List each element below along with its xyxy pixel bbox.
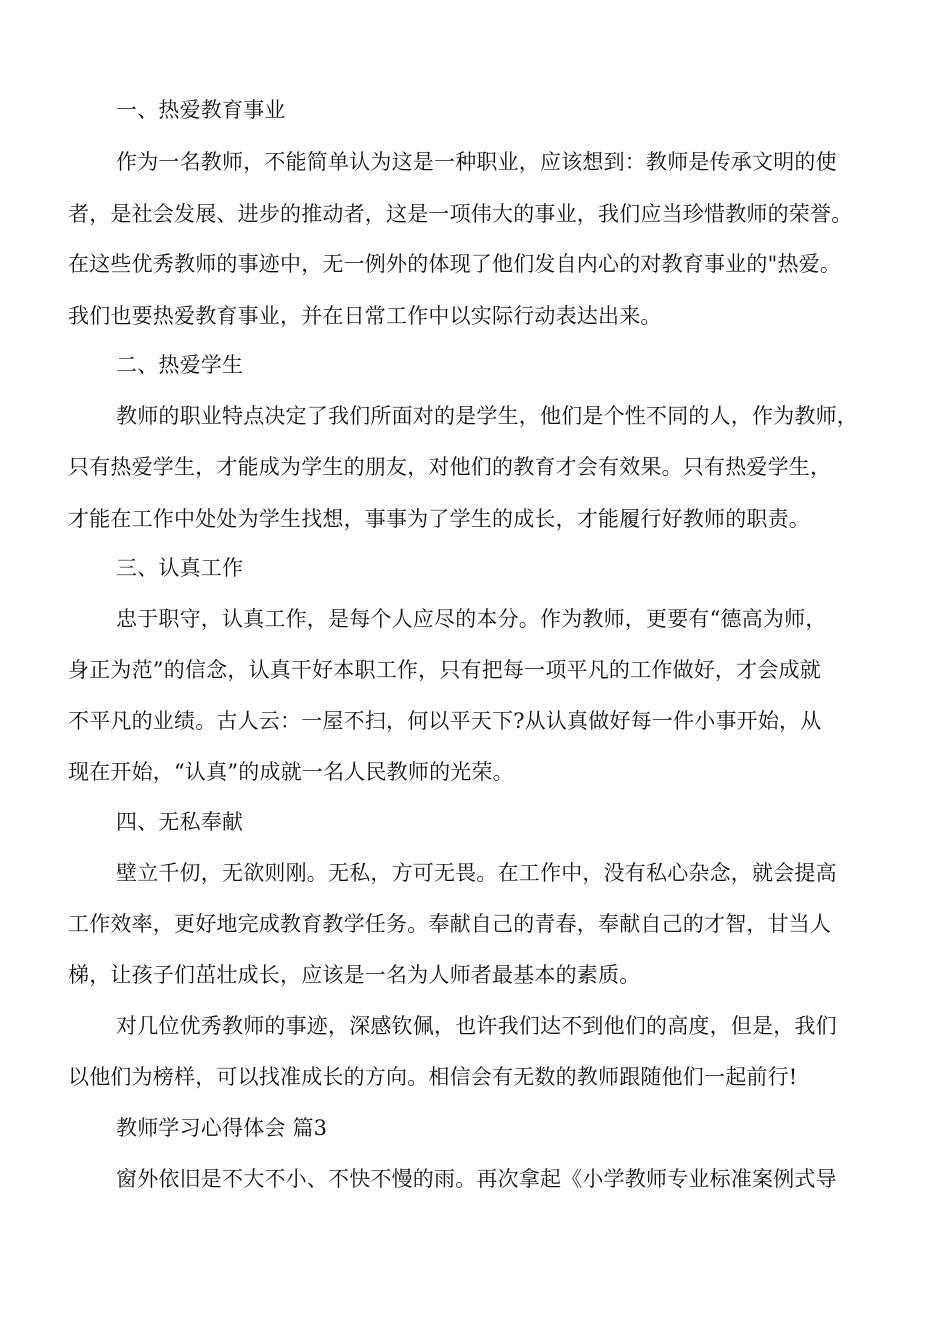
paragraph-line: 身正为范”的信念，认真干好本职工作，只有把每一项平凡的工作做好，才会成就 <box>68 658 821 682</box>
paragraph-line: 在这些优秀教师的事迹中，无一例外的体现了他们发自内心的对教育事业的"热爱。 <box>68 252 842 276</box>
paragraph-line: 工作效率，更好地完成教育教学任务。奉献自己的青春，奉献自己的才智，甘当人 <box>68 912 832 936</box>
paragraph-line: 对几位优秀教师的事迹，深感钦佩，也许我们达不到他们的高度，但是，我们 <box>116 1014 837 1038</box>
paragraph-line: 窗外依旧是不大不小、不快不慢的雨。再次拿起《小学教师专业标准案例式导 <box>116 1167 837 1191</box>
paragraph-line: 作为一名教师，不能简单认为这是一种职业，应该想到：教师是传承文明的使 <box>116 150 837 174</box>
paragraph-line: 壁立千仞，无欲则刚。无私，方可无畏。在工作中，没有私心杂念，就会提高 <box>116 861 837 885</box>
section-heading-1: 一、热爱教育事业 <box>116 98 286 122</box>
paragraph-line: 梯，让孩子们茁壮成长，应该是一名为人师者最基本的素质。 <box>68 963 641 987</box>
next-article-title: 教师学习心得体会 篇3 <box>116 1116 328 1140</box>
paragraph-line: 不平凡的业绩。古人云：一屋不扫，何以平天下?从认真做好每一件小事开始，从 <box>68 709 822 733</box>
paragraph-line: 才能在工作中处处为学生找想，事事为了学生的成长，才能履行好教师的职责。 <box>68 507 810 531</box>
paragraph-line: 我们也要热爱教育事业，并在日常工作中以实际行动表达出来。 <box>68 304 662 328</box>
paragraph-line: 忠于职守，认真工作，是每个人应尽的本分。作为教师，更要有“德高为师， <box>116 607 827 631</box>
paragraph-line: 以他们为榜样，可以找准成长的方向。相信会有无数的教师跟随他们一起前行! <box>68 1065 798 1089</box>
paragraph-line: 教师的职业特点决定了我们所面对的是学生，他们是个性不同的人，作为教师， <box>116 404 858 428</box>
section-heading-4: 四、无私奉献 <box>116 810 244 834</box>
paragraph-line: 者，是社会发展、进步的推动者，这是一项伟大的事业，我们应当珍惜教师的荣誉。 <box>68 202 853 226</box>
paragraph-line: 现在开始，“认真”的成就一名人民教师的光荣。 <box>68 760 514 784</box>
paragraph-line: 只有热爱学生，才能成为学生的朋友，对他们的教育才会有效果。只有热爱学生， <box>68 455 832 479</box>
section-heading-3: 三、认真工作 <box>116 556 244 580</box>
section-heading-2: 二、热爱学生 <box>116 353 244 377</box>
